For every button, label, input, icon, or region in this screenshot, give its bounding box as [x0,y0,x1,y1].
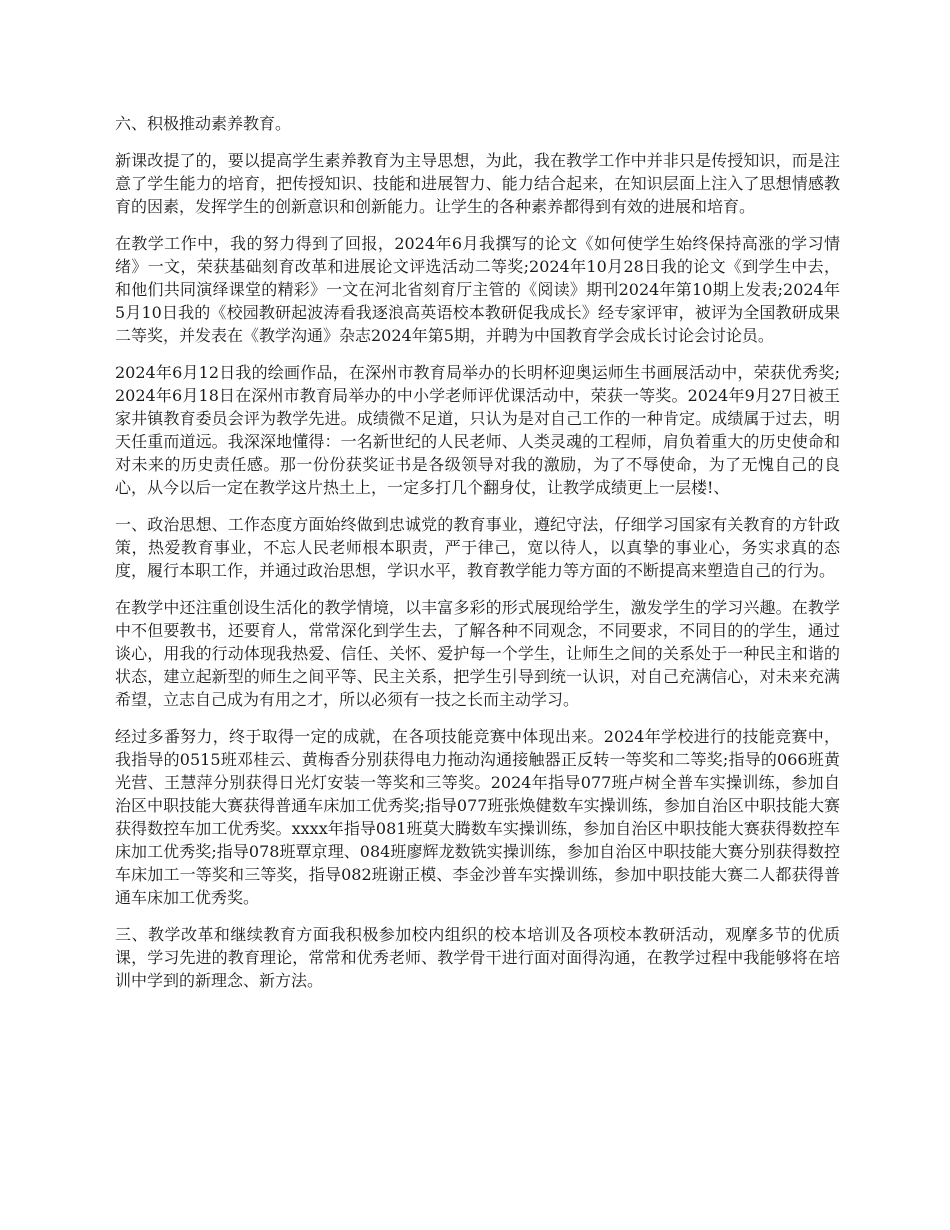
paragraph-curriculum-reform: 新课改提了的，要以提高学生素养教育为主导思想，为此，我在教学工作中并非只是传授知识，而是注意了学生能力的培育，把传授知识、技能和进展智力、能力结合起来，在知识层面上注入了思想情感教育的因素，发挥学生的创新意识和创新能力。让学生的各种素养都得到有效的进展和培育。 [115,151,840,216]
paragraph-skills-competitions: 经过多番努力，终于取得一定的成就，在各项技能竞赛中体现出来。2024年学校进行的技能竞赛中，我指导的0515班邓桂云、黄梅香分别获得电力拖动沟通接触器正反转一等奖和二等奖;指导的066班黄光营、王慧萍分别获得日光灯安装一等奖和三等奖。2024年指导077班卢树全普车实操训练，参加自治区中职技能大赛获得普通车床加工优秀奖;指导077班张焕健数车实操训练，参加自治区中职技能大赛获得数控车加工优秀奖。xxxx年指导081班莫大腾数车实操训练，参加自治区中职技能大赛获得数控车床加工优秀奖;指导078班覃京理、084班廖辉龙数铣实操训练，参加自治区中职技能大赛分别获得数控车床加工一等奖和三等奖，指导082班谢正模、李金沙普车实操训练，参加中职技能大赛二人都获得普通车床加工优秀奖。 [115,727,840,907]
document-body [115,112,840,1006]
paragraph-political-thought: 一、政治思想、工作态度方面始终做到忠诚党的教育事业，遵纪守法，仔细学习国家有关教育的方针政策，热爱教育事业，不忘人民老师根本职责，严于律己，宽以待人，以真挚的事业心，务实求真的态度，履行本职工作，并通过政治思想，学识水平，教育教学能力等方面的不断提高来塑造自己的行为。 [115,515,840,580]
paragraph-teaching-situations: 在教学中还注重创设生活化的教学情境，以丰富多彩的形式展现给学生，激发学生的学习兴趣。在教学中不但要教书，还要育人，常常深化到学生去，了解各种不同观念，不同要求，不同目的的学生，通过谈心，用我的行动体现我热爱、信任、关怀、爱护每一个学生，让师生之间的关系处于一种民主和谐的状态，建立起新型的师生之间平等、民主关系，把学生引导到统一认识，对自己充满信心，对未来充满希望，立志自己成为有用之才，所以必须有一技之长而主动学习。 [115,598,840,709]
paragraph-section-six-heading: 六、积极推动素养教育。 [115,114,292,133]
paragraph-paper-awards: 在教学工作中，我的努力得到了回报，2024年6月我撰写的论文《如何使学生始终保持高涨的学习情绪》一文，荣获基础刻育改革和进展论文评选活动二等奖;2024年10月28日我的论文《到学生中去，和他们共同演绎课堂的精彩》一文在河北省刻育厅主管的《阅读》期刊2024年第10期上发表;2024年5月10日我的《校园教研起波涛看我逐浪高英语校本教研促我成长》经专家评审，被评为全国教研成果二等奖，并发表在《教学沟通》杂志2024年第5期，并聘为中国教育学会成长讨论会讨论员。 [115,234,840,345]
paragraph-teaching-reform: 三、教学改革和继续教育方面我积极参加校内组织的校本培训及各项校本教研活动，观摩多节的优质课，学习先进的教育理论，常常和优秀老师、教学骨干进行面对面得沟通，在教学过程中我能够将在培训中学到的新理念、新方法。 [115,925,840,990]
paragraph-painting-awards: 2024年6月12日我的绘画作品，在深州市教育局举办的长明杯迎奥运师生书画展活动中，荣获优秀奖;2024年6月18日在深州市教育局举办的中小学老师评优课活动中，荣获一等奖。2024年9月27日被王家井镇教育委员会评为教学先进。成绩微不足道，只认为是对自己工作的一种肯定。成绩属于过去，明天任重而道远。我深深地懂得：一名新世纪的人民老师、人类灵魂的工程师，肩负着重大的历史使命和对未来的历史责任感。那一份份获奖证书是各级领导对我的激励，为了不辱使命，为了无愧自己的良心，从今以后一定在教学这片热土上，一定多打几个翻身仗，让教学成绩更上一层楼!、 [115,363,840,497]
